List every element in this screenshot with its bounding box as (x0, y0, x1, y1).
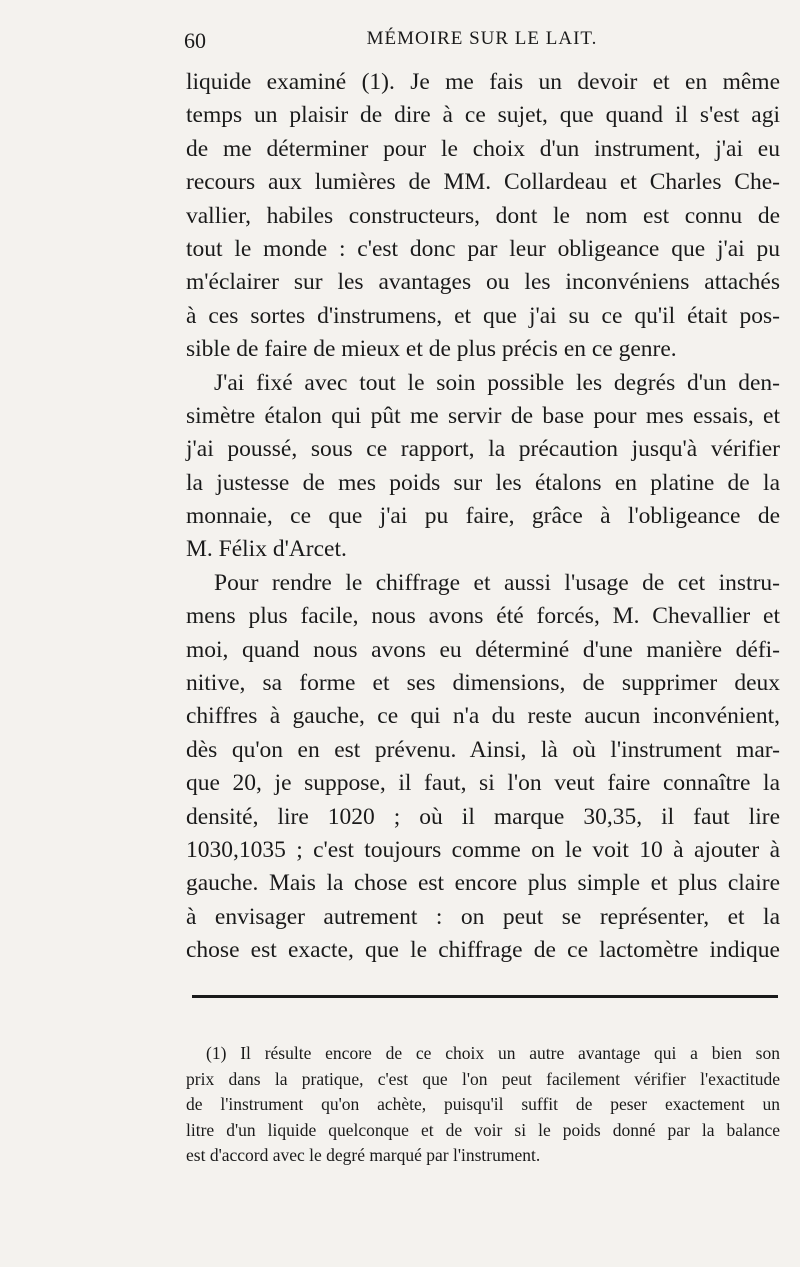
body-line: à ces sortes d'instrumens, et que j'ai su ce qu'il était pos- (186, 302, 780, 329)
body-line: densité, lire 1020 ; où il marque 30,35, il faut lire (186, 803, 780, 830)
footnote-line: litre d'un liquide quelconque et de voir si le poids donné par la balance (186, 1119, 780, 1140)
body-line: de me déterminer pour le choix d'un instrument, j'ai eu (186, 135, 780, 162)
footnote-line: de l'instrument qu'on achète, puisqu'il suffit de peser exactement un (186, 1094, 780, 1115)
body-line: vallier, habiles constructeurs, dont le nom est connu de (186, 202, 780, 229)
footnote-line: prix dans la pratique, c'est que l'on peut facilement vérifier l'exactitude (186, 1068, 780, 1089)
footnote-line: est d'accord avec le degré marqué par l'instrument. (186, 1145, 541, 1166)
body-line: chiffres à gauche, ce qui n'a du reste aucun inconvénient, (186, 703, 780, 730)
body-line: tout le monde : c'est donc par leur obligeance que j'ai pu (186, 235, 780, 262)
body-line: que 20, je suppose, il faut, si l'on veut faire connaître la (186, 770, 780, 797)
page-header (184, 28, 780, 62)
body-line: temps un plaisir de dire à ce sujet, que quand il s'est agi (186, 102, 780, 129)
body-line: gauche. Mais la chose est encore plus simple et plus claire (186, 870, 780, 897)
body-line: m'éclairer sur les avantages ou les inconvéniens attachés (186, 269, 780, 296)
body-line: J'ai fixé avec tout le soin possible les degrés d'un den- (214, 369, 780, 396)
body-text (186, 66, 780, 968)
body-line: liquide examiné (1). Je me fais un devoir et en même (186, 69, 780, 95)
body-line: dès qu'on en est prévenu. Ainsi, là où l'instrument mar- (186, 736, 780, 763)
body-line: 1030,1035 ; c'est toujours comme on le voit 10 à ajouter à (186, 836, 780, 863)
body-line: j'ai poussé, sous ce rapport, la précaution jusqu'à vérifier (186, 436, 780, 463)
body-line: monnaie, ce que j'ai pu faire, grâce à l'obligeance de (186, 503, 780, 530)
footnote-line: (1) Il résulte encore de ce choix un autre avantage qui a bien son (206, 1043, 780, 1063)
body-line: à envisager autrement : on peut se représenter, et la (186, 903, 780, 930)
body-line: chose est exacte, que le chiffrage de ce lactomètre indique (186, 937, 780, 964)
body-line: sible de faire de mieux et de plus précis en ce genre. (186, 336, 677, 363)
footnote (186, 1041, 780, 1169)
body-line: la justesse de mes poids sur les étalons en platine de la (186, 469, 780, 496)
body-line: nitive, sa forme et ses dimensions, de supprimer deux (186, 670, 780, 697)
page-number: 60 (184, 28, 206, 53)
body-line: Pour rendre le chiffrage et aussi l'usage de cet instru- (214, 569, 780, 596)
footnote-divider (192, 995, 778, 998)
body-line: recours aux lumières de MM. Collardeau et Charles Che- (186, 169, 780, 196)
body-line: simètre étalon qui pût me servir de base pour mes essais, et (186, 402, 780, 429)
body-line: moi, quand nous avons eu déterminé d'une manière défi- (186, 636, 780, 663)
running-head: MÉMOIRE SUR LE LAIT. (366, 28, 598, 49)
body-line: M. Félix d'Arcet. (186, 536, 347, 563)
body-line: mens plus facile, nous avons été forcés, M. Chevallier et (186, 603, 780, 630)
